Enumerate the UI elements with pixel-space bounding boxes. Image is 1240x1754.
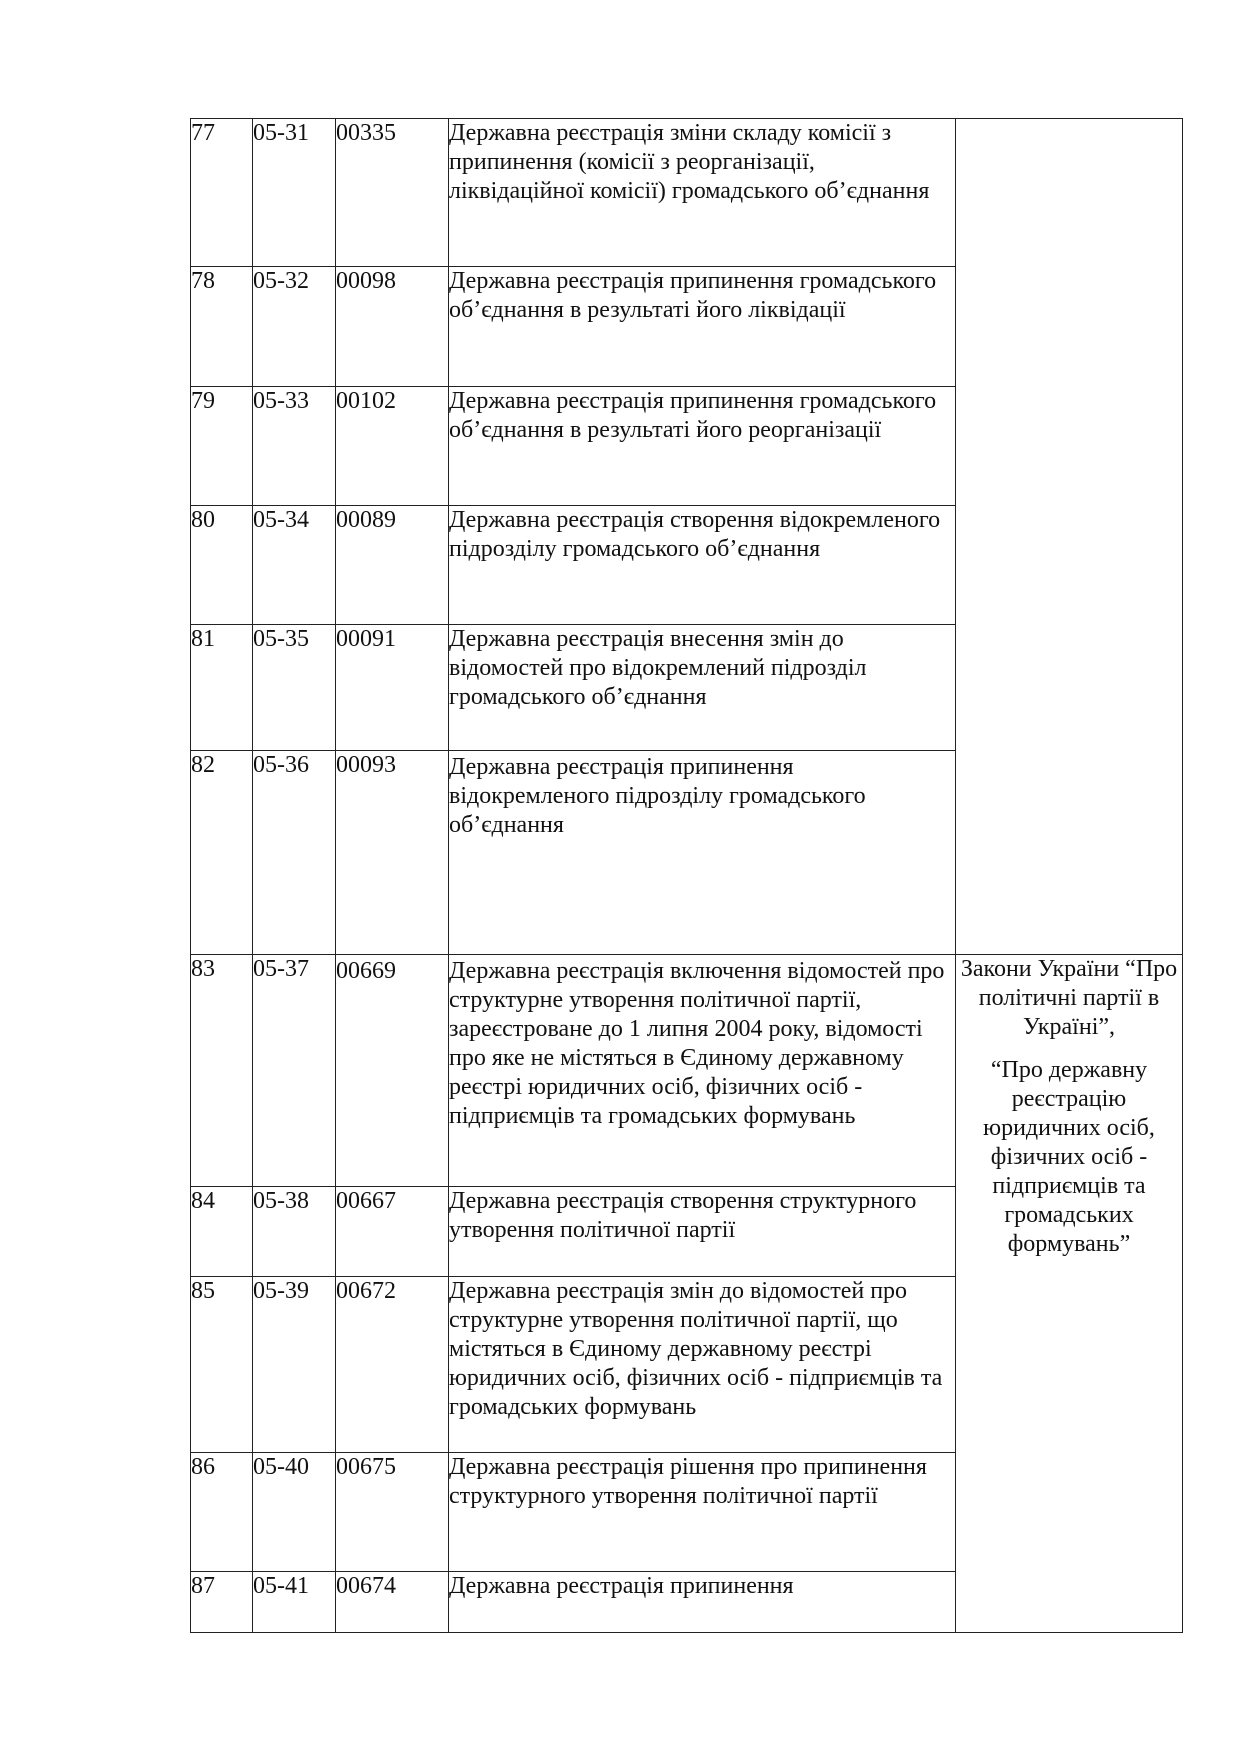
service-name: Державна реєстрація включення відомостей про структурне утворення політичної партії, зареєстроване до 1 липня 2004 року, відомості про яке не містяться в Єдиному державному реєстрі юридичних осіб, фізичних осіб - підприємців та громадських формувань	[449, 955, 956, 1187]
service-name: Державна реєстрація припинення громадського об’єднання в результаті його ліквідації	[449, 267, 956, 387]
row-number: 84	[191, 1187, 253, 1277]
service-name: Державна реєстрація припинення відокремленого підрозділу громадського об’єднання	[449, 751, 956, 955]
row-number: 83	[191, 955, 253, 1187]
legal-basis-cell	[956, 955, 1183, 1633]
row-code: 05-33	[253, 387, 336, 506]
row-code: 05-39	[253, 1277, 336, 1453]
row-code: 05-35	[253, 625, 336, 751]
table-row	[191, 119, 1183, 267]
row-number: 82	[191, 751, 253, 955]
row-number: 87	[191, 1572, 253, 1633]
table-row	[191, 955, 1183, 1187]
service-name: Державна реєстрація припинення	[449, 1572, 956, 1633]
row-code: 05-40	[253, 1453, 336, 1572]
row-number: 77	[191, 119, 253, 267]
row-number: 79	[191, 387, 253, 506]
row-code: 05-37	[253, 955, 336, 1187]
row-code: 05-32	[253, 267, 336, 387]
service-name: Державна реєстрація змін до відомостей про структурне утворення політичної партії, що містяться в Єдиному державному реєстрі юридичних осіб, фізичних осіб - підприємців та громадських формувань	[449, 1277, 956, 1453]
services-table	[190, 118, 1183, 1633]
legal-basis-laws: Закони України “Про політичні партії в Україні”,	[960, 956, 1178, 1040]
row-number: 78	[191, 267, 253, 387]
service-code: 00674	[336, 1572, 449, 1633]
service-code: 00672	[336, 1277, 449, 1453]
row-code: 05-41	[253, 1572, 336, 1633]
service-code: 00102	[336, 387, 449, 506]
service-name: Державна реєстрація рішення про припинення структурного утворення політичної партії	[449, 1453, 956, 1572]
row-number: 85	[191, 1277, 253, 1453]
row-code: 05-38	[253, 1187, 336, 1277]
service-code: 00667	[336, 1187, 449, 1277]
service-code: 00098	[336, 267, 449, 387]
row-code: 05-34	[253, 506, 336, 625]
service-code: 00335	[336, 119, 449, 267]
service-name: Державна реєстрація припинення громадського об’єднання в результаті його реорганізації	[449, 387, 956, 506]
service-code: 00093	[336, 751, 449, 955]
row-code: 05-31	[253, 119, 336, 267]
row-number: 80	[191, 506, 253, 625]
row-number: 81	[191, 625, 253, 751]
service-name: Державна реєстрація зміни складу комісії з припинення (комісії з реорганізації, ліквідаційної комісії) громадського об’єднання	[449, 119, 956, 267]
row-number: 86	[191, 1453, 253, 1572]
service-name: Державна реєстрація внесення змін до відомостей про відокремлений підрозділ громадського об’єднання	[449, 625, 956, 751]
row-code: 05-36	[253, 751, 336, 955]
service-code: 00675	[336, 1453, 449, 1572]
service-code: 00669	[336, 955, 449, 1187]
legal-basis-cell-empty	[956, 119, 1183, 955]
service-code: 00091	[336, 625, 449, 751]
service-code: 00089	[336, 506, 449, 625]
service-name: Державна реєстрація створення відокремленого підрозділу громадського об’єднання	[449, 506, 956, 625]
service-name: Державна реєстрація створення структурного утворення політичної партії	[449, 1187, 956, 1277]
legal-basis-registration-law: “Про державну реєстрацію юридичних осіб, фізичних осіб - підприємців та громадських формувань”	[983, 1057, 1155, 1257]
